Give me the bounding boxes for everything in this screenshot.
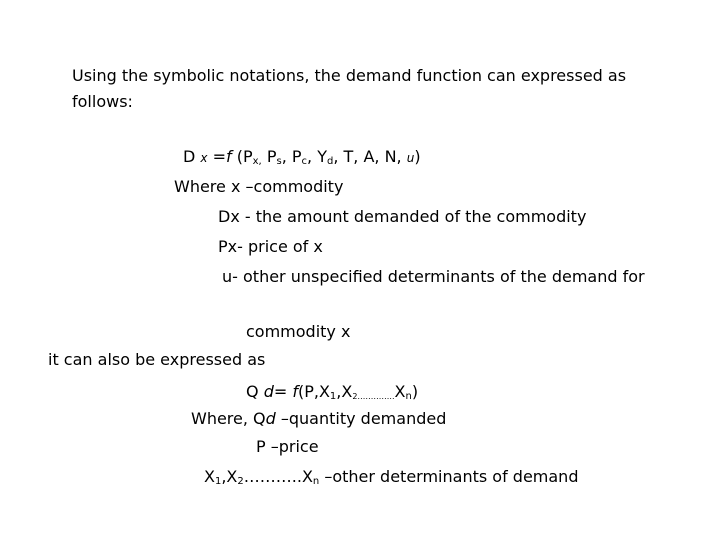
eq2-comma: ,X — [336, 382, 353, 401]
eq-x: x — [200, 151, 208, 165]
also-expressed: it can also be expressed as — [48, 350, 266, 369]
intro-line-1: Using the symbolic notations, the demand function can expressed as — [72, 66, 627, 85]
eq-f: =f — [207, 147, 232, 166]
eq-sub-d: d — [326, 156, 334, 167]
eq-y: , Y — [307, 147, 327, 166]
where2-pre: Where, Q — [191, 409, 266, 428]
x1-sub: 1 — [214, 476, 222, 487]
eq-pc: , P — [281, 147, 302, 166]
x2-sub: 2 — [237, 476, 244, 487]
eq2-subn: n — [405, 391, 412, 402]
where-commodity: Where x –commodity — [174, 177, 344, 196]
eq-sub-x: x, — [252, 156, 262, 167]
xn-sub: n — [312, 476, 320, 487]
other-text: –other determinants of demand — [319, 467, 579, 486]
eq-rest: , T, A, N, — [333, 147, 407, 166]
eq-close: ) — [414, 147, 421, 166]
demand-function-equation — [183, 147, 421, 172]
where-quantity — [191, 409, 446, 429]
dx-definition: Dx - the amount demanded of the commodity — [218, 207, 587, 226]
other-determinants — [204, 467, 578, 492]
where2-d: d — [265, 409, 276, 428]
eq2-sub1: 1 — [329, 391, 337, 402]
x1: X — [204, 467, 215, 486]
eq2-f: = f — [273, 382, 298, 401]
eq-d: D — [183, 147, 201, 166]
intro-line-2: follows: — [72, 92, 133, 111]
p-price: P –price — [256, 437, 319, 456]
dots-xn: ………..X — [243, 467, 313, 486]
eq-u: u — [406, 151, 415, 165]
eq-ps: P — [261, 147, 277, 166]
u-definition: u- other unspecified determinants of the demand for — [222, 267, 645, 286]
eq2-open: (P,X — [297, 382, 330, 401]
eq2-sub2: 2………….. — [352, 392, 395, 401]
px-definition: Px- price of x — [218, 237, 323, 256]
eq2-q: Q — [246, 382, 264, 401]
eq-sub-s: s — [276, 156, 282, 167]
x2: ,X — [221, 467, 238, 486]
eq2-close: ) — [411, 382, 419, 401]
eq-open: (P — [231, 147, 253, 166]
demand-function-equation-2 — [246, 382, 418, 407]
eq2-xn: X — [394, 382, 406, 401]
eq-sub-c: c — [301, 156, 308, 167]
eq2-d: d — [263, 382, 274, 401]
commodity-x: commodity x — [246, 322, 351, 341]
where2-post: –quantity demanded — [275, 409, 447, 428]
